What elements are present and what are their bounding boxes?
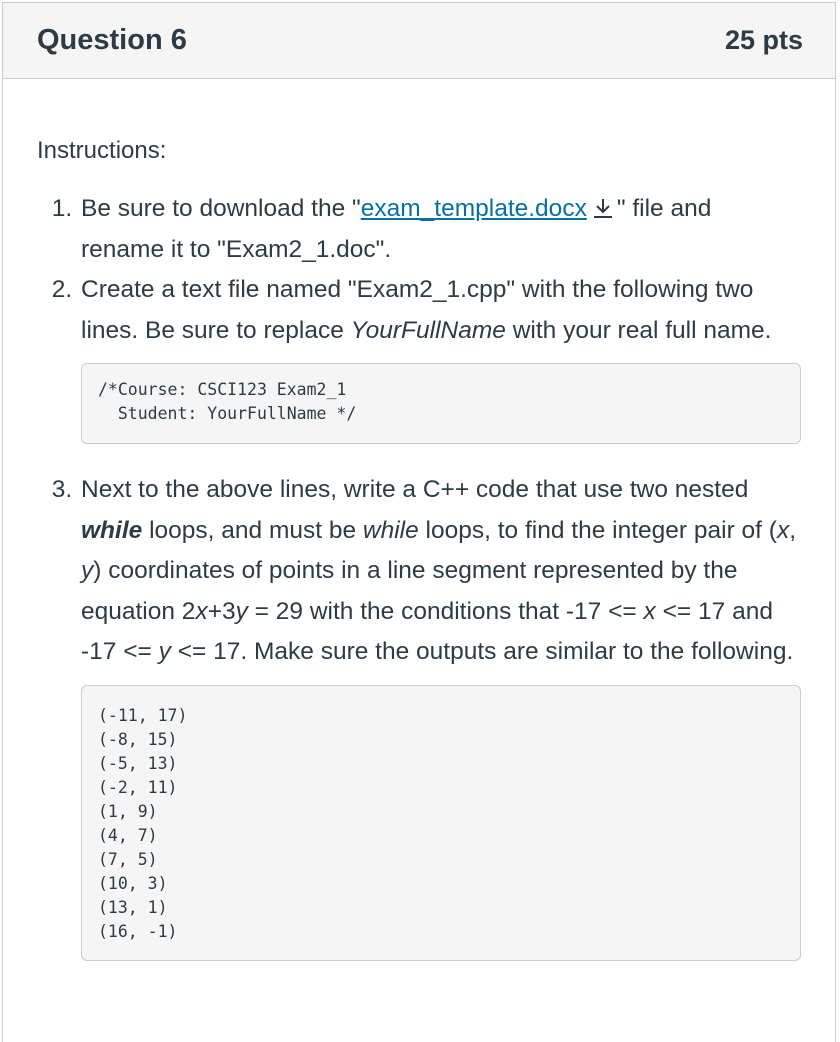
- step-3-text: ) coordinates of points in a line segment represented by the equation 2: [81, 557, 738, 625]
- output-line: (7, 5): [98, 849, 158, 869]
- output-line: (1, 9): [98, 801, 158, 821]
- output-code-block: [81, 685, 801, 961]
- step-3-text: <= 17. Make sure the outputs are similar to the following.: [170, 638, 794, 665]
- step-3-text: <= 17 and -17 <=: [81, 597, 773, 665]
- code-line: /*Course: CSCI123 Exam2_1: [98, 380, 347, 399]
- question-card: [2, 2, 836, 1042]
- download-icon[interactable]: [590, 193, 616, 217]
- question-title: Question 6: [37, 24, 187, 56]
- step-3-text: loops, and must be: [142, 516, 363, 544]
- question-header: [3, 3, 835, 79]
- step-2-text: Create a text file named "Exam2_1.cpp" with the following two lines. Be sure to replace: [81, 276, 754, 344]
- output-line: (-2, 11): [98, 777, 178, 797]
- header-code-block: [81, 363, 801, 444]
- output-line: (13, 1): [98, 897, 168, 917]
- step-1-suffix: " file and rename it to "Exam2_1.doc".: [81, 195, 712, 263]
- question-body: [3, 79, 835, 961]
- step-2-italic-name: YourFullName: [350, 316, 506, 344]
- step-1: [79, 189, 801, 270]
- var-y: y: [158, 638, 171, 665]
- step-3-text: Next to the above lines, write a C++ code that use two nested: [81, 476, 749, 503]
- code-line: Student: YourFullName */: [98, 404, 357, 423]
- step-1-prefix: Be sure to download the ": [81, 195, 361, 222]
- output-line: (10, 3): [98, 873, 168, 893]
- step-3-text: ,: [789, 516, 796, 544]
- var-x: x: [643, 597, 656, 625]
- var-y: y: [81, 557, 94, 584]
- step-3: [79, 470, 801, 961]
- output-line: (-11, 17): [98, 705, 188, 725]
- step-3-italic-while: while: [362, 516, 419, 544]
- var-y: y: [235, 597, 248, 625]
- output-line: (4, 7): [98, 825, 158, 845]
- step-2: [79, 270, 801, 444]
- step-2-suffix: with your real full name.: [505, 316, 772, 344]
- instruction-steps: [37, 189, 801, 961]
- output-line: (-5, 13): [98, 753, 178, 773]
- output-line: (-8, 15): [98, 729, 178, 749]
- question-points: 25 pts: [724, 25, 803, 55]
- instructions-label: Instructions:: [37, 137, 167, 164]
- step-3-bold-while: while: [81, 516, 143, 544]
- step-3-text: = 29 with the conditions that -17 <=: [247, 597, 644, 625]
- exam-template-download-link[interactable]: exam_template.docx: [360, 195, 587, 222]
- var-x: x: [195, 597, 208, 625]
- var-x: x: [776, 516, 790, 544]
- step-3-text: loops, to find the integer pair of (: [418, 516, 777, 544]
- output-line: (16, -1): [98, 921, 178, 941]
- step-3-text: +3: [207, 597, 236, 625]
